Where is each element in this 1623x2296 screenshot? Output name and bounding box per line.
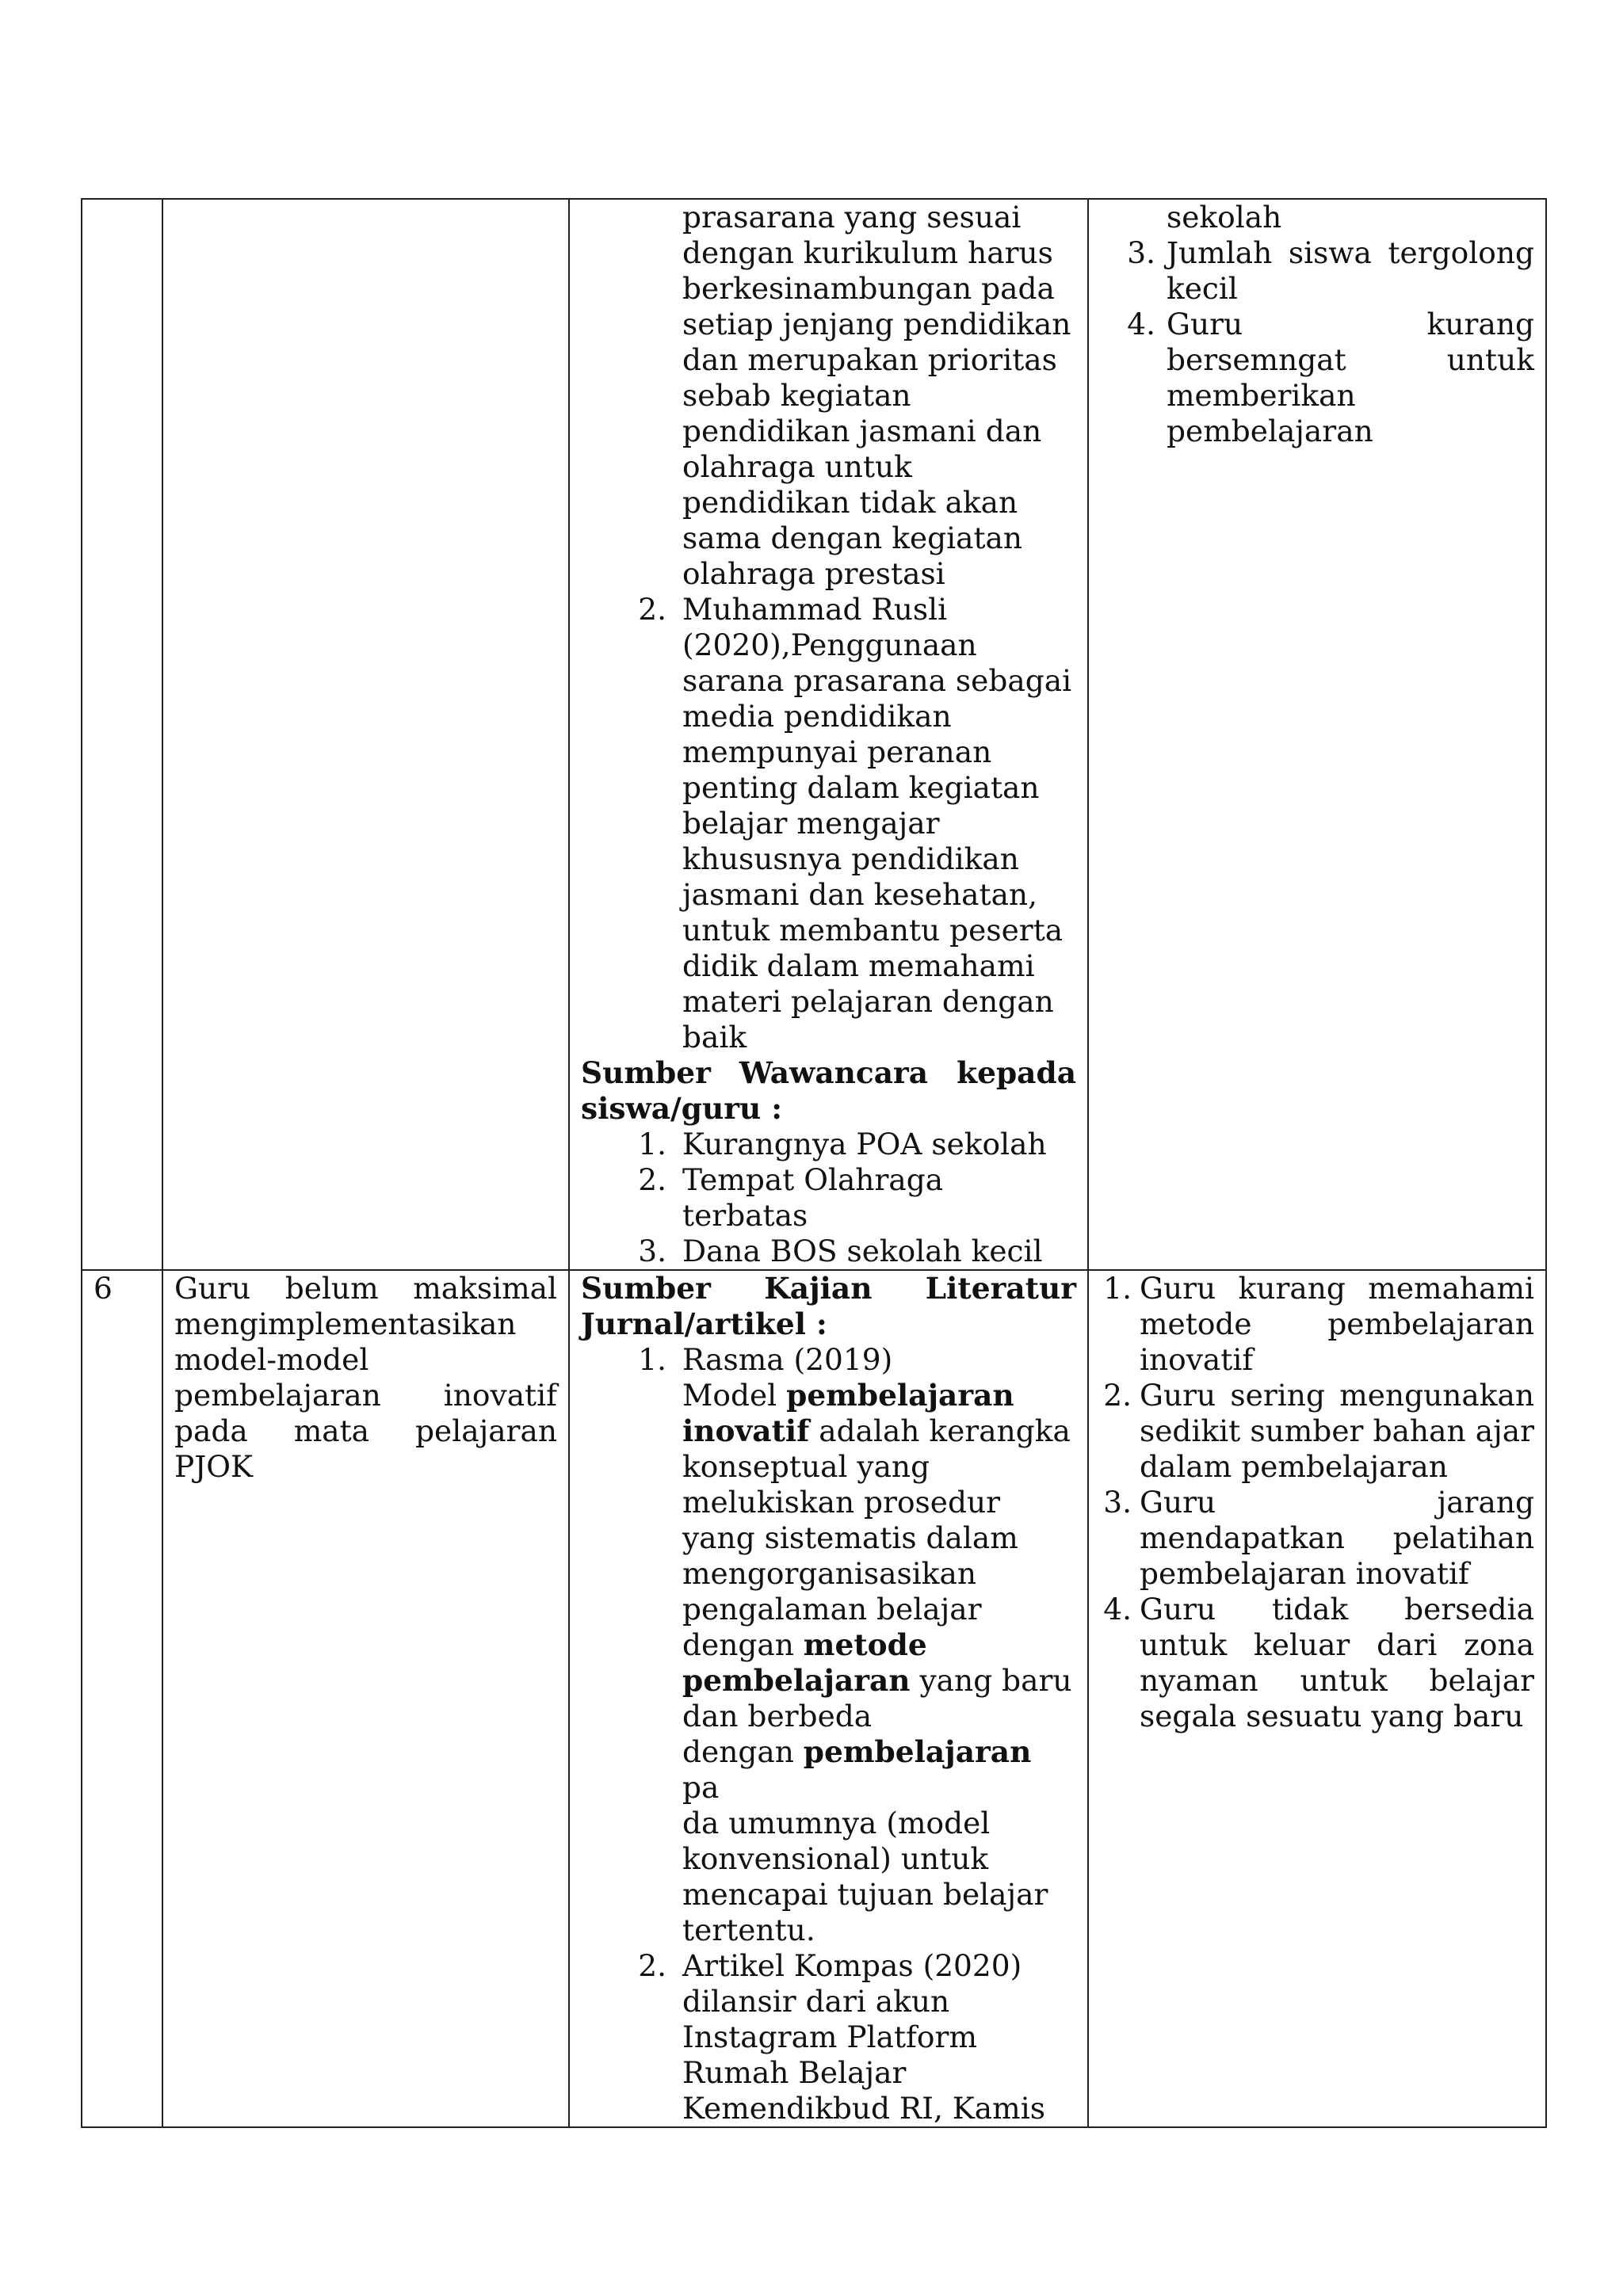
text-line: dilansir dari akun [682, 1984, 950, 2019]
text-line: pendidikan tidak akan [682, 485, 1018, 520]
text-line: sarana prasarana sebagai [682, 663, 1072, 698]
text-line: dengan metode [682, 1627, 927, 1662]
text-line: Guru sering mengunakan [1140, 1378, 1534, 1413]
list-number: 3. [1127, 235, 1155, 270]
text-line: pembelajaran [1167, 414, 1373, 448]
text-line: Instagram Platform [682, 2019, 977, 2054]
text-line: yang sistematis dalam [682, 1520, 1018, 1555]
text-line: Guru tidak bersedia [1140, 1592, 1534, 1627]
problem-cell [162, 199, 569, 1270]
list-number: 1. [1103, 1271, 1132, 1306]
text-line: Rasma (2019) [682, 1342, 893, 1377]
text-line: da umumnya (model [682, 1806, 991, 1840]
text-line: pembelajaran inovatif [1140, 1556, 1469, 1591]
text-line: pembelajaran inovatif [174, 1378, 557, 1413]
row-number: 6 [94, 1271, 113, 1306]
literature-heading: Sumber Kajian Literatur [581, 1271, 1076, 1306]
text-line: mengimplementasikan [174, 1306, 517, 1341]
text-line: media pendidikan [682, 699, 952, 734]
causes-list [1100, 1271, 1534, 1734]
text-line: belajar mengajar [682, 806, 940, 841]
causes-cell [1088, 199, 1546, 1270]
text-line: mempunyai peranan [682, 734, 992, 769]
text-line: sebab kegiatan [682, 378, 911, 413]
reference-continuation [581, 200, 1076, 592]
text-line: Kurangnya POA sekolah [682, 1127, 1047, 1161]
interview-list [581, 1127, 1076, 1269]
text-line: dan berbeda [682, 1699, 873, 1733]
text-line: Muhammad Rusli [682, 592, 948, 627]
text-line: Tempat Olahraga terbatas [682, 1162, 944, 1233]
interview-heading: Sumber Wawancara kepada [581, 1055, 1076, 1090]
reference-item [581, 592, 1076, 1055]
list-item [581, 1127, 1076, 1162]
row-number-cell [82, 1270, 162, 2127]
list-number: 1. [638, 1342, 666, 1377]
text-line: setiap jenjang pendidikan [682, 307, 1071, 341]
text-line: nyaman untuk belajar [1140, 1663, 1534, 1698]
text-line: mendapatkan pelatihan [1140, 1520, 1534, 1555]
text-line: melukiskan prosedur [682, 1485, 1001, 1520]
list-item [1100, 1271, 1534, 1378]
text-line: konseptual yang [682, 1449, 930, 1484]
text-line: Model pembelajaran [682, 1378, 1014, 1413]
text-line: olahraga untuk [682, 449, 912, 484]
text-line: (2020),Penggunaan [682, 627, 977, 662]
list-item [1100, 307, 1534, 449]
reference-list [581, 1342, 1076, 2126]
table-row [82, 1270, 1546, 2127]
text-line: Rumah Belajar [682, 2055, 907, 2090]
list-number: 3. [1103, 1485, 1132, 1520]
text-line: mengorganisasikan [682, 1556, 976, 1591]
text-line: memberikan [1167, 378, 1356, 413]
text-line: sedikit sumber bahan ajar [1140, 1413, 1534, 1448]
text-line: konvensional) untuk [682, 1841, 989, 1876]
text-line: pembelajaran yang baru [682, 1663, 1072, 1698]
text-line: Guru kurang memahami [1140, 1271, 1534, 1306]
text-line: PJOK [174, 1449, 254, 1484]
interview-heading: siswa/guru : [581, 1091, 783, 1126]
text-line: untuk keluar dari zona [1140, 1627, 1534, 1662]
text-line: pendidikan jasmani dan [682, 414, 1042, 448]
text-line: Dana BOS sekolah kecil [682, 1234, 1043, 1268]
text-line: inovatif [1140, 1342, 1254, 1377]
text-line: untuk membantu peserta [682, 913, 1064, 948]
text-line: sama dengan kegiatan [682, 521, 1023, 555]
text-line: khususnya pendidikan [682, 841, 1019, 876]
text-line: dalam pembelajaran [1140, 1449, 1448, 1484]
list-number: 4. [1127, 307, 1155, 341]
row-number-cell [82, 199, 162, 1270]
list-number: 1. [638, 1127, 666, 1161]
reference-item [581, 1342, 1076, 1948]
text-line: dengan pembelajaran pa [682, 1734, 1032, 1805]
text-line: didik dalam memahami [682, 948, 1035, 983]
reference-item [581, 1948, 1076, 2126]
list-number: 2. [1103, 1378, 1132, 1413]
text-line: bersemngat untuk [1167, 342, 1534, 377]
text-line: berkesinambungan pada [682, 271, 1055, 306]
text-line: materi pelajaran dengan [682, 984, 1054, 1019]
list-item [1100, 1378, 1534, 1485]
text-line: pada mata pelajaran [174, 1413, 557, 1448]
text-line: Artikel Kompas (2020) [682, 1948, 1022, 1983]
text-line: penting dalam kegiatan [682, 770, 1040, 805]
text-line: tertentu. [682, 1913, 815, 1947]
text-line: dengan kurikulum harus [682, 235, 1053, 270]
table-row [82, 199, 1546, 1270]
problem-cell [162, 1270, 569, 2127]
list-number: 4. [1103, 1592, 1132, 1627]
list-item [1100, 200, 1534, 235]
text-line: metode pembelajaran [1140, 1306, 1534, 1341]
analysis-table [81, 198, 1547, 2128]
text-line: Kemendikbud RI, Kamis [682, 2091, 1045, 2126]
list-number: 2. [638, 1162, 666, 1197]
list-number: 3. [638, 1234, 666, 1268]
list-item [1100, 1485, 1534, 1592]
list-item [1100, 235, 1534, 307]
text-line: Guru kurang [1167, 307, 1534, 341]
list-item [1100, 1592, 1534, 1734]
text-line: segala sesuatu yang baru [1140, 1699, 1524, 1733]
text-line: jasmani dan kesehatan, [682, 877, 1038, 912]
literature-cell [569, 1270, 1088, 2127]
text-line: Jumlah siswa tergolong [1167, 235, 1534, 270]
causes-cell [1088, 1270, 1546, 2127]
list-item [581, 1162, 1076, 1234]
text-line: baik [682, 1020, 747, 1055]
list-number: 2. [638, 592, 666, 627]
text-line: mencapai tujuan belajar [682, 1877, 1048, 1912]
text-line: sekolah [1167, 200, 1282, 235]
text-line: pengalaman belajar [682, 1592, 982, 1627]
text-line: kecil [1167, 271, 1238, 306]
text-line: prasarana yang sesuai [682, 200, 1022, 235]
literature-heading: Jurnal/artikel : [581, 1306, 827, 1341]
reference-list [581, 592, 1076, 1055]
text-line: model-model [174, 1342, 369, 1377]
text-line: dan merupakan prioritas [682, 342, 1057, 377]
text-line: Guru jarang [1140, 1485, 1534, 1520]
text-line: olahraga prestasi [682, 556, 945, 591]
causes-list [1100, 200, 1534, 449]
text-line: Guru belum maksimal [174, 1271, 557, 1306]
literature-cell [569, 199, 1088, 1270]
text-line: inovatif adalah kerangka [682, 1413, 1071, 1448]
list-number: 2. [638, 1948, 666, 1983]
list-item [581, 1234, 1076, 1269]
